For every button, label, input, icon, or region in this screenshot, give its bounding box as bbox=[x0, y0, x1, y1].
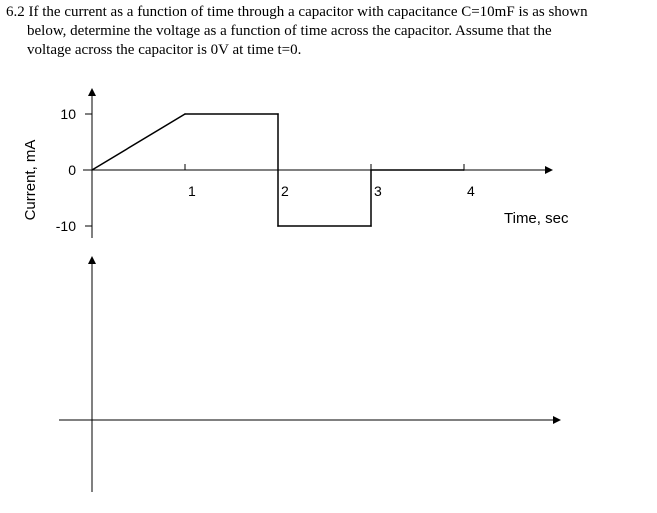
problem-line-1: 6.2 If the current as a function of time through a capacitor with capacitance C=10mF is as shown bbox=[6, 4, 588, 20]
current-point bbox=[370, 225, 372, 227]
current-point bbox=[463, 169, 465, 171]
current-y-axis-label: Current, mA bbox=[22, 139, 39, 221]
voltage-chart bbox=[59, 257, 560, 492]
x-tick-label: 2 bbox=[281, 183, 289, 199]
x-tick-label: 4 bbox=[467, 183, 475, 199]
current-point bbox=[277, 113, 279, 115]
problem-line-3: voltage across the capacitor is 0V at time t=0. bbox=[27, 42, 302, 58]
y-tick-label: 10 bbox=[60, 106, 76, 122]
current-point bbox=[370, 169, 372, 171]
x-tick-label: 1 bbox=[188, 183, 196, 199]
current-point bbox=[91, 169, 93, 171]
current-x-axis-label: Time, sec bbox=[504, 210, 569, 227]
y-tick-label: 0 bbox=[68, 162, 76, 178]
current-point bbox=[277, 225, 279, 227]
current-point bbox=[184, 113, 186, 115]
y-tick-label: -10 bbox=[55, 218, 76, 234]
current-chart bbox=[22, 89, 569, 238]
x-tick-label: 3 bbox=[374, 183, 382, 199]
problem-line-2: below, determine the voltage as a function of time across the capacitor. Assume that the bbox=[27, 23, 552, 39]
